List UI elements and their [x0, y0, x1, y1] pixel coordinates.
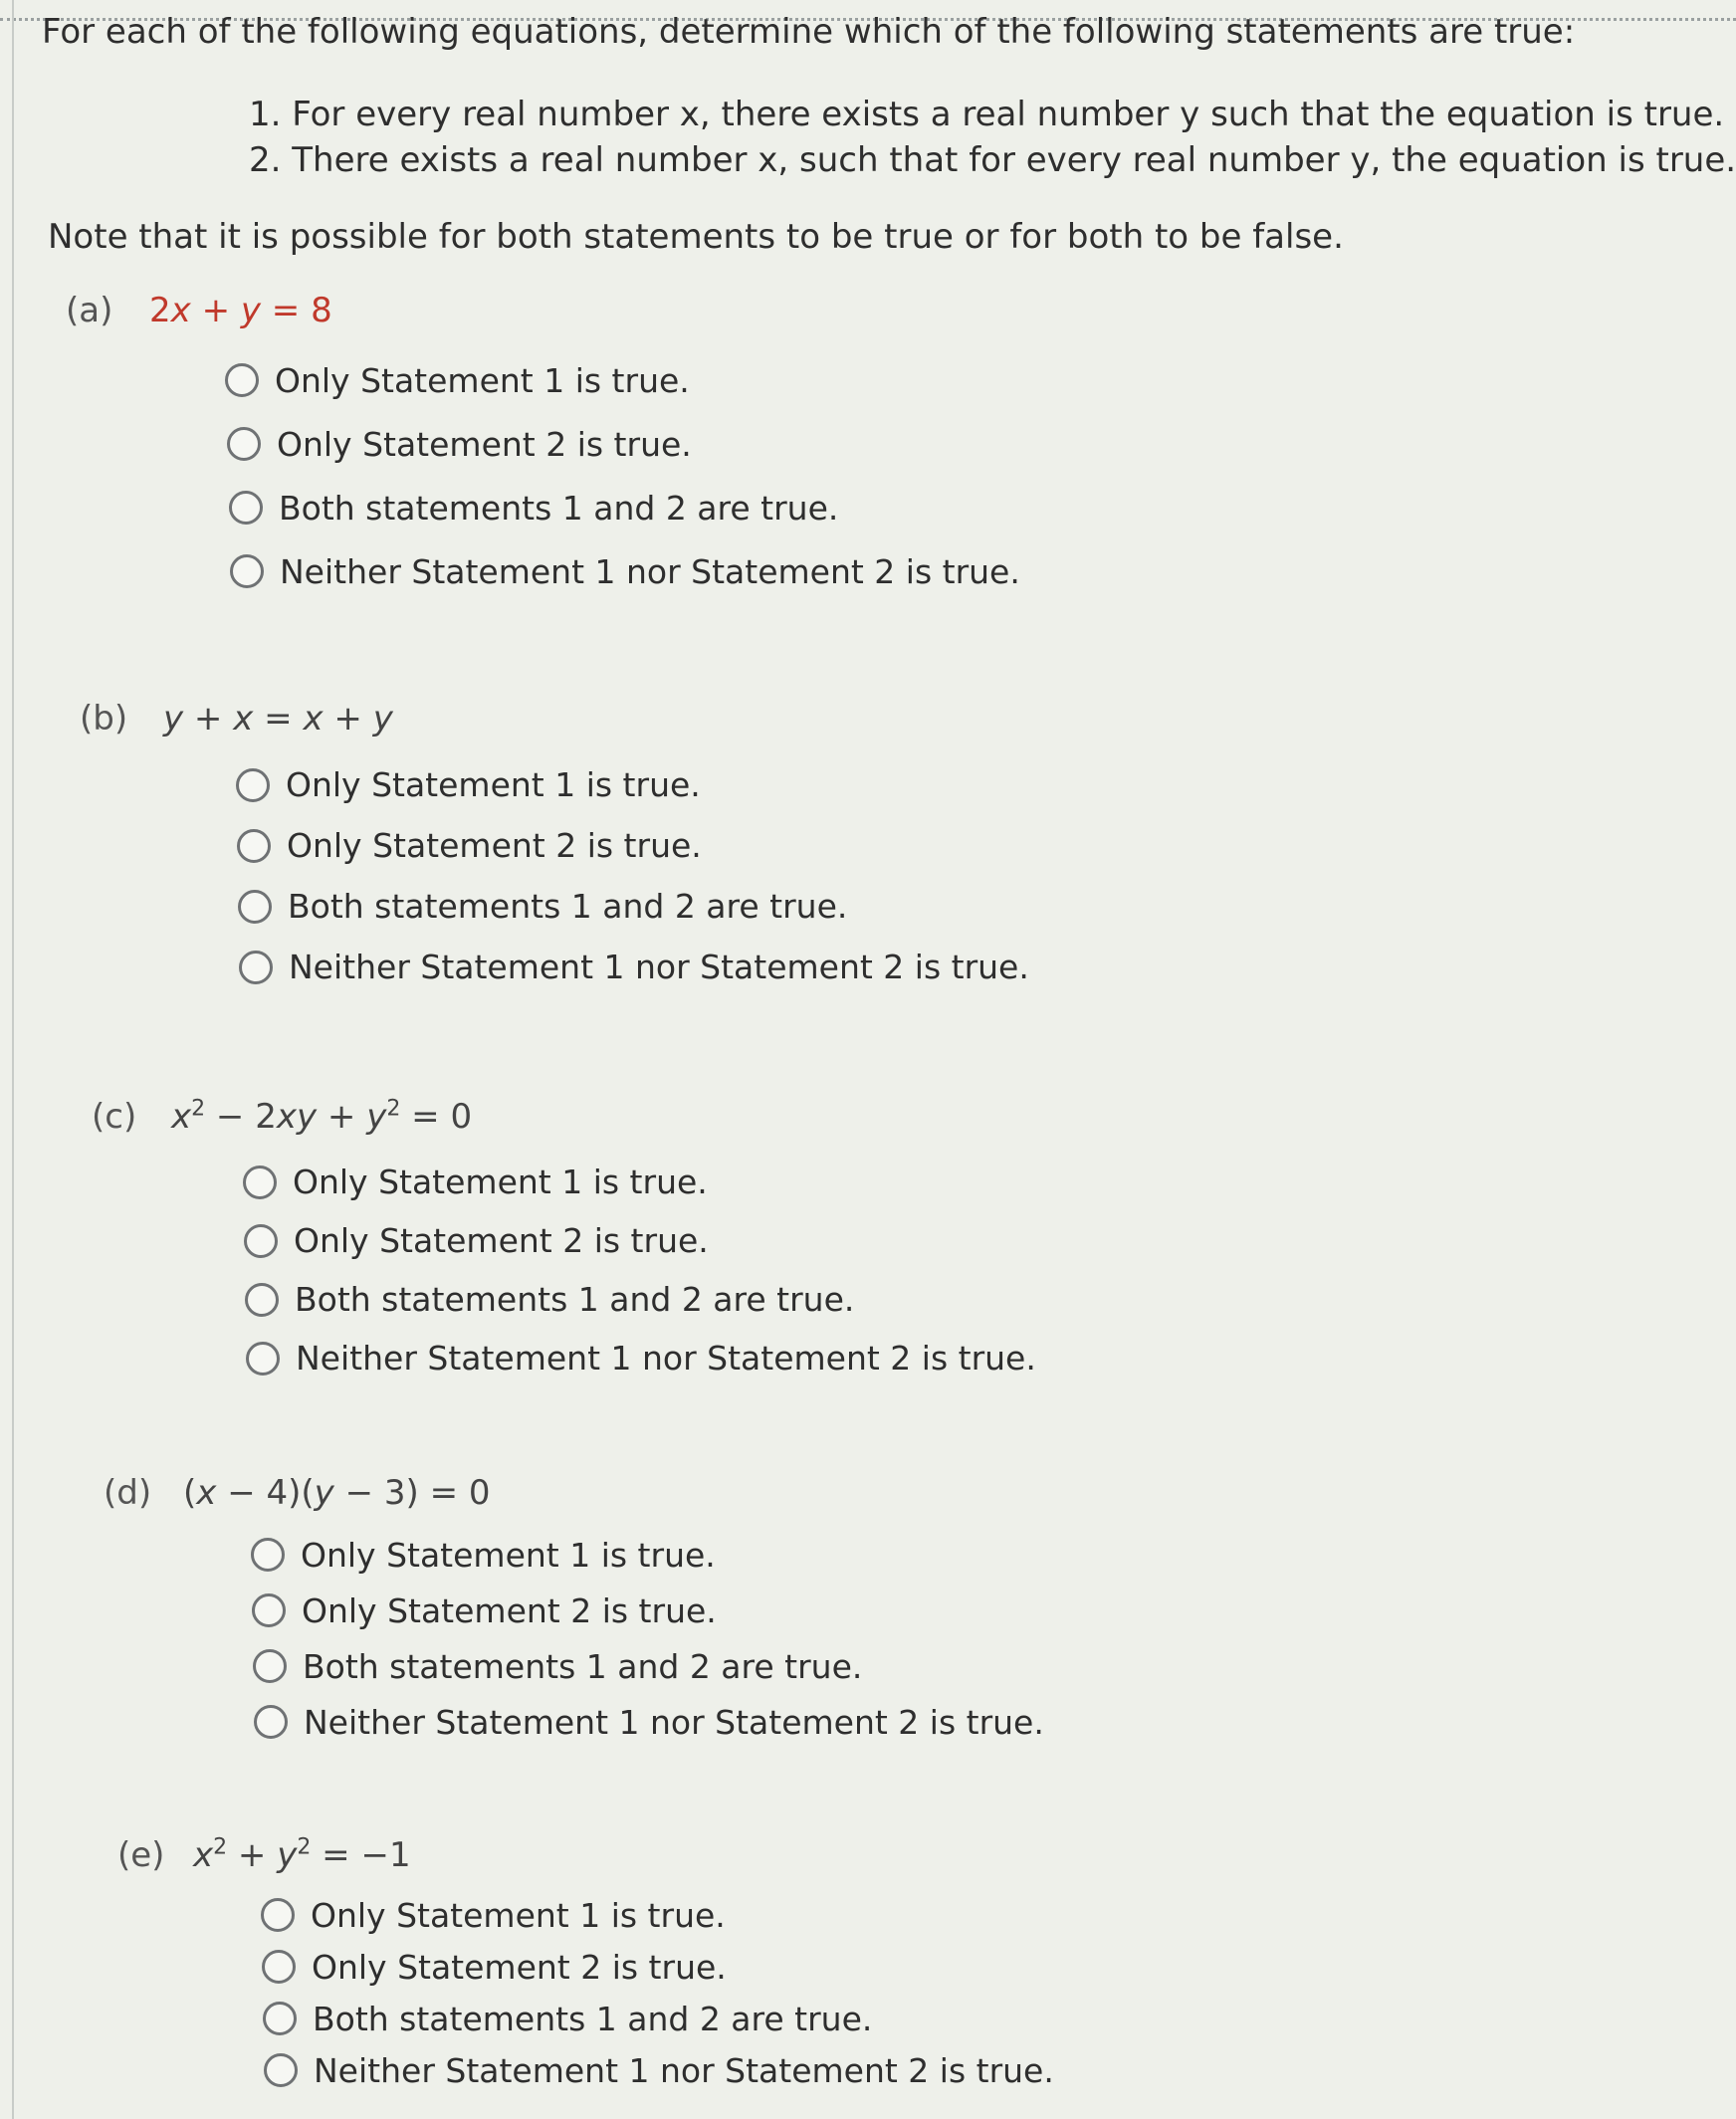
- part-a-header: [66, 289, 1020, 332]
- option-d-4[interactable]: Neither Statement 1 nor Statement 2 is true.: [254, 1694, 1044, 1750]
- part-e: [117, 1833, 1054, 2096]
- statement-1: 1. For every real number x, there exists a real number y such that the equation is true.: [249, 95, 1725, 134]
- radio-button[interactable]: [246, 1342, 280, 1376]
- equation-d: (x − 4)(y − 3) = 0: [183, 1473, 491, 1513]
- option-c-2[interactable]: Only Statement 2 is true.: [244, 1211, 1036, 1270]
- part-e-header: [117, 1833, 1054, 1877]
- option-d-1[interactable]: Only Statement 1 is true.: [251, 1527, 1044, 1583]
- part-d: [104, 1471, 1044, 1750]
- option-a-1[interactable]: Only Statement 1 is true.: [225, 348, 1020, 412]
- part-c-options: [243, 1153, 1036, 1387]
- statements-list: [249, 92, 1736, 183]
- option-a-4[interactable]: Neither Statement 1 nor Statement 2 is true.: [230, 539, 1020, 603]
- radio-button[interactable]: [238, 890, 272, 924]
- radio-button[interactable]: [236, 768, 270, 802]
- radio-button[interactable]: [245, 1283, 279, 1317]
- option-e-2[interactable]: Only Statement 2 is true.: [262, 1941, 1054, 1993]
- radio-button[interactable]: [239, 951, 273, 984]
- radio-button[interactable]: [237, 829, 271, 863]
- part-e-options: [261, 1889, 1054, 2096]
- note-text: Note that it is possible for both statements to be true or for both to be false.: [48, 217, 1344, 257]
- part-a: [66, 289, 1020, 603]
- radio-button[interactable]: [243, 1165, 277, 1199]
- radio-button[interactable]: [253, 1649, 287, 1683]
- option-c-4[interactable]: Neither Statement 1 nor Statement 2 is true.: [246, 1329, 1036, 1387]
- option-e-4[interactable]: Neither Statement 1 nor Statement 2 is true.: [264, 2044, 1054, 2096]
- radio-button[interactable]: [261, 1898, 295, 1932]
- part-b-options: [236, 754, 1029, 997]
- statement-2: 2. There exists a real number x, such that for every real number y, the equation is true.: [249, 140, 1736, 180]
- option-b-4[interactable]: Neither Statement 1 nor Statement 2 is true.: [239, 937, 1029, 997]
- radio-button[interactable]: [252, 1593, 286, 1627]
- radio-button[interactable]: [254, 1705, 288, 1739]
- part-letter: (d): [104, 1473, 152, 1513]
- option-c-3[interactable]: Both statements 1 and 2 are true.: [245, 1270, 1036, 1329]
- radio-button[interactable]: [230, 554, 264, 588]
- part-letter: (a): [66, 291, 113, 330]
- part-b: [80, 697, 1029, 997]
- option-b-1[interactable]: Only Statement 1 is true.: [236, 754, 1029, 815]
- question-intro: For each of the following equations, determine which of the following statements are true:: [42, 12, 1576, 52]
- option-b-3[interactable]: Both statements 1 and 2 are true.: [238, 876, 1029, 937]
- radio-button[interactable]: [244, 1224, 278, 1258]
- option-e-3[interactable]: Both statements 1 and 2 are true.: [263, 1993, 1054, 2044]
- option-a-3[interactable]: Both statements 1 and 2 are true.: [229, 476, 1020, 539]
- part-c-header: [92, 1095, 1036, 1139]
- part-letter: (c): [92, 1097, 137, 1137]
- radio-button[interactable]: [264, 2053, 298, 2087]
- part-letter: (e): [117, 1835, 165, 1875]
- equation-b: y + x = x + y: [163, 699, 393, 739]
- equation-a: 2x + y = 8: [149, 291, 332, 330]
- part-a-options: [225, 348, 1020, 603]
- equation-c: $x^2 - 2xy + y^2 = 0$: [171, 1096, 473, 1137]
- part-d-options: [251, 1527, 1044, 1750]
- radio-button[interactable]: [229, 491, 263, 525]
- radio-button[interactable]: [262, 1950, 296, 1984]
- option-a-2[interactable]: Only Statement 2 is true.: [227, 412, 1020, 476]
- option-b-2[interactable]: Only Statement 2 is true.: [237, 815, 1029, 876]
- radio-button[interactable]: [263, 2002, 297, 2035]
- part-b-header: [80, 697, 1029, 741]
- radio-button[interactable]: [251, 1538, 285, 1572]
- part-letter: (b): [80, 699, 128, 739]
- part-d-header: [104, 1471, 1044, 1515]
- radio-button[interactable]: [225, 363, 259, 397]
- option-d-2[interactable]: Only Statement 2 is true.: [252, 1583, 1044, 1638]
- option-c-1[interactable]: Only Statement 1 is true.: [243, 1153, 1036, 1211]
- option-d-3[interactable]: Both statements 1 and 2 are true.: [253, 1638, 1044, 1694]
- radio-button[interactable]: [227, 427, 261, 461]
- option-e-1[interactable]: Only Statement 1 is true.: [261, 1889, 1054, 1941]
- equation-e: $x^2 + y^2 = -1$: [193, 1834, 411, 1875]
- left-border: [12, 0, 14, 2119]
- part-c: [92, 1095, 1036, 1387]
